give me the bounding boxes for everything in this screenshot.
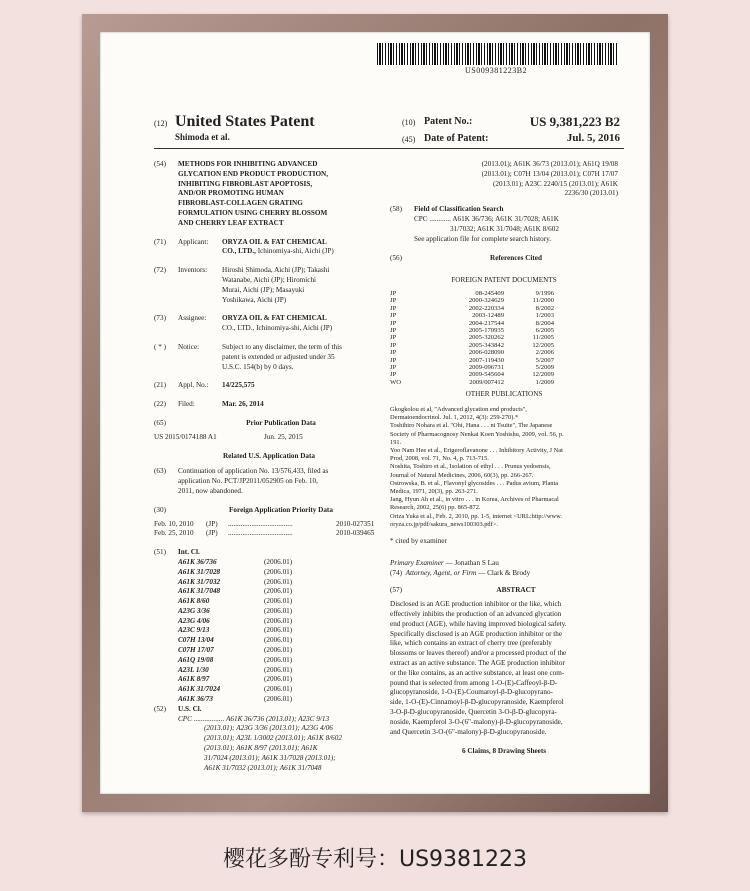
other-pub-line: Gkogkolou et al, "Advanced glycation end products", xyxy=(390,406,527,414)
other-pub-line: Dermatoendocrinol. Jul. 1, 2012, 4(3): 259-270).* xyxy=(390,414,519,422)
prior-pub-heading: (65) Prior Publication Data xyxy=(154,418,316,427)
other-pub-line: 191. xyxy=(390,438,402,446)
foreign-patents-table xyxy=(390,290,618,386)
other-pub-line: Society of Pharmacognosy Nenkai Koen Yoshishu, 2009, vol. 56, p. xyxy=(390,430,564,438)
references-heading: (56) References Cited xyxy=(390,254,542,263)
primary-examiner: Primary Examiner — Jonathan S Lau xyxy=(390,558,499,567)
abstract-line: Specifically disclosed is an AGE production inhibitor or the xyxy=(390,629,563,638)
int-cl-row: A61K 31/7024 (2006.01) xyxy=(178,685,293,694)
us-cl: (52) U.S. Cl. CPC ................. A61K 36/736 (2013.01); A23C 9/13 (2013.01); A23G 3/36 (2013.01); A23G 4/06 (2013.01); A23L 1/3002 (2013.01); A61K 8/602 (2013.01); A61K 8/97 (2013.01); A61K 31/7024 (2013.01); A61K 31/7028 (2013.01); A61K 31/7032 (2013.01); A61K 31/7048 xyxy=(154,704,342,772)
left-column xyxy=(154,160,384,773)
other-pub-line: Prod, 2008, vol. 71, No. 4, p. 713-715. xyxy=(390,455,489,463)
patent-row: JP 2005-343842 12/2005 xyxy=(390,341,554,349)
abstract-line: Disclosed is an AGE production inhibitor or the like, which xyxy=(390,600,562,609)
barcode xyxy=(377,43,617,65)
abstract-line: pound that is selected from among 1-O-(E)-Caffeoyl-β-D- xyxy=(390,678,558,687)
abstract-line: glucopyranoside, 1-O-(E)-Coumaroyl-β-D-glucopyrano- xyxy=(390,688,553,697)
abstract-line: end product (AGE), while having improved biological safety. xyxy=(390,619,567,628)
abstract-line: side, 1-O-(E)-Cinnamoyl-β-D-glucopyranoside, Kaempferol xyxy=(390,698,564,707)
patent-row: JP 08-245409 9/1996 xyxy=(390,289,554,297)
other-pub-line: Noshita, Toshiro et al., Isolation of ethyl . . . Prunus yedoensis, xyxy=(390,463,551,471)
other-pub-line: Journal of Natural Medicines, 2006, 60(3), pp. 266-267. xyxy=(390,471,534,479)
other-pub-line: Oriza Yuka et al., Feb. 2, 2010, pp. 1-5, internet <URL:http://www. xyxy=(390,512,562,520)
abstract-line: extract as an active substance. The AGE production inhibitor xyxy=(390,659,565,668)
picture-frame xyxy=(82,14,668,812)
patent-no-num: (10) xyxy=(402,118,416,127)
cpc-continued: (2013.01); A61K 36/73 (2013.01); A61Q 19/08 (2013.01); C07H 13/04 (2013.01); C07H 17/07 (2013.01); A23C 2240/15 (2013.01); A61K 2236/30 (2013.01) xyxy=(481,160,618,198)
int-cl-row: A23G 3/36 (2006.01) xyxy=(178,606,293,615)
int-cl-row: A61Q 19/08 (2006.01) xyxy=(178,655,293,664)
other-pub-line: Medica, 1971, 20(3), pp. 263-271. xyxy=(390,488,478,496)
appl-no: (21) Appl. No.: 14/225,575 xyxy=(154,381,255,390)
cited-by: * cited by examiner xyxy=(390,537,447,546)
int-cl-row: C07H 17/07 (2006.01) xyxy=(178,646,293,655)
patent-row: JP 2005-320262 11/2005 xyxy=(390,334,554,342)
patent-row: JP 2007-119430 5/2007 xyxy=(390,356,554,364)
inventors: (72) Inventors: Hiroshi Shimoda, Aichi (JP); Takashi Watanabe, Aichi (JP); Hiromichi Murai, Aichi (JP); Masayuki Yoshikawa, Aichi (JP) xyxy=(154,266,330,304)
int-cl-row: A61K 36/73 (2006.01) xyxy=(178,695,293,704)
int-cl-list xyxy=(178,558,292,705)
patent-row: JP 2005-170935 6/2005 xyxy=(390,327,554,334)
patent-row: JP 2003-12489 1/2003 xyxy=(390,312,554,320)
notice: ( * ) Notice: Subject to any disclaimer, the term of this patent is extended or adjusted under 35 U.S.C. 154(b) by 0 days. xyxy=(154,342,342,371)
int-cl-row: A23G 4/06 (2006.01) xyxy=(178,616,293,625)
int-cl-row: A61K 8/60 (2006.01) xyxy=(178,597,293,606)
int-cl-row: A61K 31/7028 (2006.01) xyxy=(178,567,293,576)
int-cl-row: A23L 1/30 (2006.01) xyxy=(178,665,293,674)
header-rule xyxy=(154,148,624,149)
foreign-row: Feb. 25, 2010 (JP) .................................... 2010-039465 xyxy=(154,529,375,538)
other-pub-line: Toshihiro Nohara et al. "Ohi, Hana . . . ni Tsuite", The Japanese xyxy=(390,422,553,430)
date-label: Date of Patent: xyxy=(424,133,489,144)
claims-summary: 6 Claims, 8 Drawing Sheets xyxy=(461,747,547,756)
filed: (22) Filed: Mar. 26, 2014 xyxy=(154,400,264,409)
date-num: (45) xyxy=(402,135,416,144)
int-cl-row: A61K 31/7032 (2006.01) xyxy=(178,577,293,586)
patent-no-label: Patent No.: xyxy=(424,116,473,127)
abstract-heading: (57) ABSTRACT xyxy=(390,586,536,595)
patent-row: JP 2000-324629 11/2000 xyxy=(390,297,554,305)
header-title: United States Patent xyxy=(175,113,315,130)
header-inventor: Shimoda et al. xyxy=(175,132,230,142)
foreign-docs-heading: FOREIGN PATENT DOCUMENTS xyxy=(451,276,557,285)
patent-row: JP 2009-096731 5/2009 xyxy=(390,364,554,372)
prior-pub-row: US 2015/0174188 A1 Jun. 25, 2015 xyxy=(154,432,303,441)
header-num-12: (12) xyxy=(154,119,168,128)
patent-no-value: US 9,381,223 B2 xyxy=(529,114,620,129)
other-pub-line: Ostrowska, B. et al., Flavonyl glycosides . . . Padus avium, Planta xyxy=(390,479,559,487)
patent-document xyxy=(100,32,650,794)
other-pub-line: Jang, Hyun Ah et al., in vitro . . . in Korea, Archives of Pharmacal xyxy=(390,496,559,504)
title-block: (54) METHODS FOR INHIBITING ADVANCED GLYCATION END PRODUCT PRODUCTION, INHIBITING FIBROBLAST APOPTOSIS, AND/OR PROMOTING HUMAN FIBROBLAST-COLLAGEN GRATING FORMULATION USING CHERRY BLOSSOM AND CHERRY LEAF EXTRACT xyxy=(154,160,329,227)
abstract-line: noside, Kaempferol 3-O-(6"-malony)-β-D-glucopyranoside, xyxy=(390,717,563,726)
int-cl-row: A61K 31/7048 (2006.01) xyxy=(178,587,293,596)
abstract-line: effectively inhibits the production of an advanced glycation xyxy=(390,610,562,619)
other-pubs-heading: OTHER PUBLICATIONS xyxy=(465,390,543,399)
int-cl-row: A23C 9/13 (2006.01) xyxy=(178,626,293,635)
field-of-search: (58) Field of Classification Search CPC ............ A61K 36/736; A61K 31/7028; A61K 31/7032; A61K 31/7048; A61K 8/602 See application file for complete search history. xyxy=(390,205,559,243)
abstract-line: 3-O-β-D-glucopyranoside, Quercetin 3-O-β-D-glucopyra- xyxy=(390,708,557,717)
related-heading: Related U.S. Application Data xyxy=(222,451,316,460)
abstract-line: like, which contains an extract of cherry tree (preferably xyxy=(390,639,552,648)
int-cl-row: A61K 8/97 (2006.01) xyxy=(178,675,293,684)
abstract-text xyxy=(390,600,618,737)
patent-row: JP 2009-545604 12/2009 xyxy=(390,371,554,379)
patent-row: JP 2006-028090 2/2006 xyxy=(390,349,554,357)
abstract-line: or the like contains, as an active substance, at least one com- xyxy=(390,668,565,677)
other-publications xyxy=(390,406,618,529)
assignee: (73) Assignee: ORYZA OIL & FAT CHEMICAL CO., LTD., Ichinomiya-shi, Aichi (JP) xyxy=(154,314,333,333)
continuation: (63) Continuation of application No. 13/576,433, filed as application No. PCT/JP2011/052905 on Feb. 10, 2011, now abandoned. xyxy=(154,467,329,495)
patent-row: JP 2004-217544 8/2004 xyxy=(390,319,554,327)
foreign-priority-rows xyxy=(154,520,384,540)
other-pub-line: Yoo Nam Hee et al., Erigeroflavanone . . . Inhibitory Activity, J Nat xyxy=(390,447,563,455)
other-pub-line: oryza.co.jp/pdf/sakura_news100303.pdf>. xyxy=(390,520,498,528)
int-cl-row: A61K 36/736 (2006.01) xyxy=(178,557,293,566)
right-column xyxy=(390,160,618,757)
other-pub-line: Research, 2002, 25(6) pp. 865-872. xyxy=(390,504,481,512)
int-cl: (51) Int. Cl. A61K 36/736 (2006.01) A61K 31/7028 (2006.01) A61K 31/7032 (2006.01) A61K 31/7048 (2006.01) A61K 8/60 (2006.01) A23G 3/36 (2006.01) A23G 4/06 (2006.01) A23C 9/13 (2006.01) C07H 13/04 (2006.01) C07H 17/07 (2006.01) A61Q 19/08 (2006.01) A23L 1/30 (2006.01) A61K 8/97 (2006.01) A61K 31/7024 (2006.01) A61K 36/73 (2006.01) xyxy=(154,548,293,704)
caption: 樱花多酚专利号：US9381223 xyxy=(222,847,528,872)
patent-row: JP 2002-220334 8/2002 xyxy=(390,304,554,312)
foreign-row: Feb. 10, 2010 (JP) .................................... 2010-027351 xyxy=(154,519,375,528)
patent-row: WO 2009/007412 1/2009 xyxy=(390,378,554,386)
int-cl-row: C07H 13/04 (2006.01) xyxy=(178,636,293,645)
abstract-line: blossoms or leaves thereof) and/or a processed product of the xyxy=(390,649,567,658)
abstract-line: and Quercetin 3-O-(6"-malony)-β-D-glucopyranoside. xyxy=(390,727,547,736)
barcode-number: US009381223B2 xyxy=(465,66,528,75)
foreign-priority-heading: (30) Foreign Application Priority Data xyxy=(154,505,333,514)
attorney: (74) Attorney, Agent, or Firm — Clark & Brody xyxy=(390,568,531,577)
applicant: (71) Applicant: ORYZA OIL & FAT CHEMICAL CO., LTD., Ichinomiya-shi, Aichi (JP) xyxy=(154,237,334,256)
date-value: Jul. 5, 2016 xyxy=(566,132,620,144)
